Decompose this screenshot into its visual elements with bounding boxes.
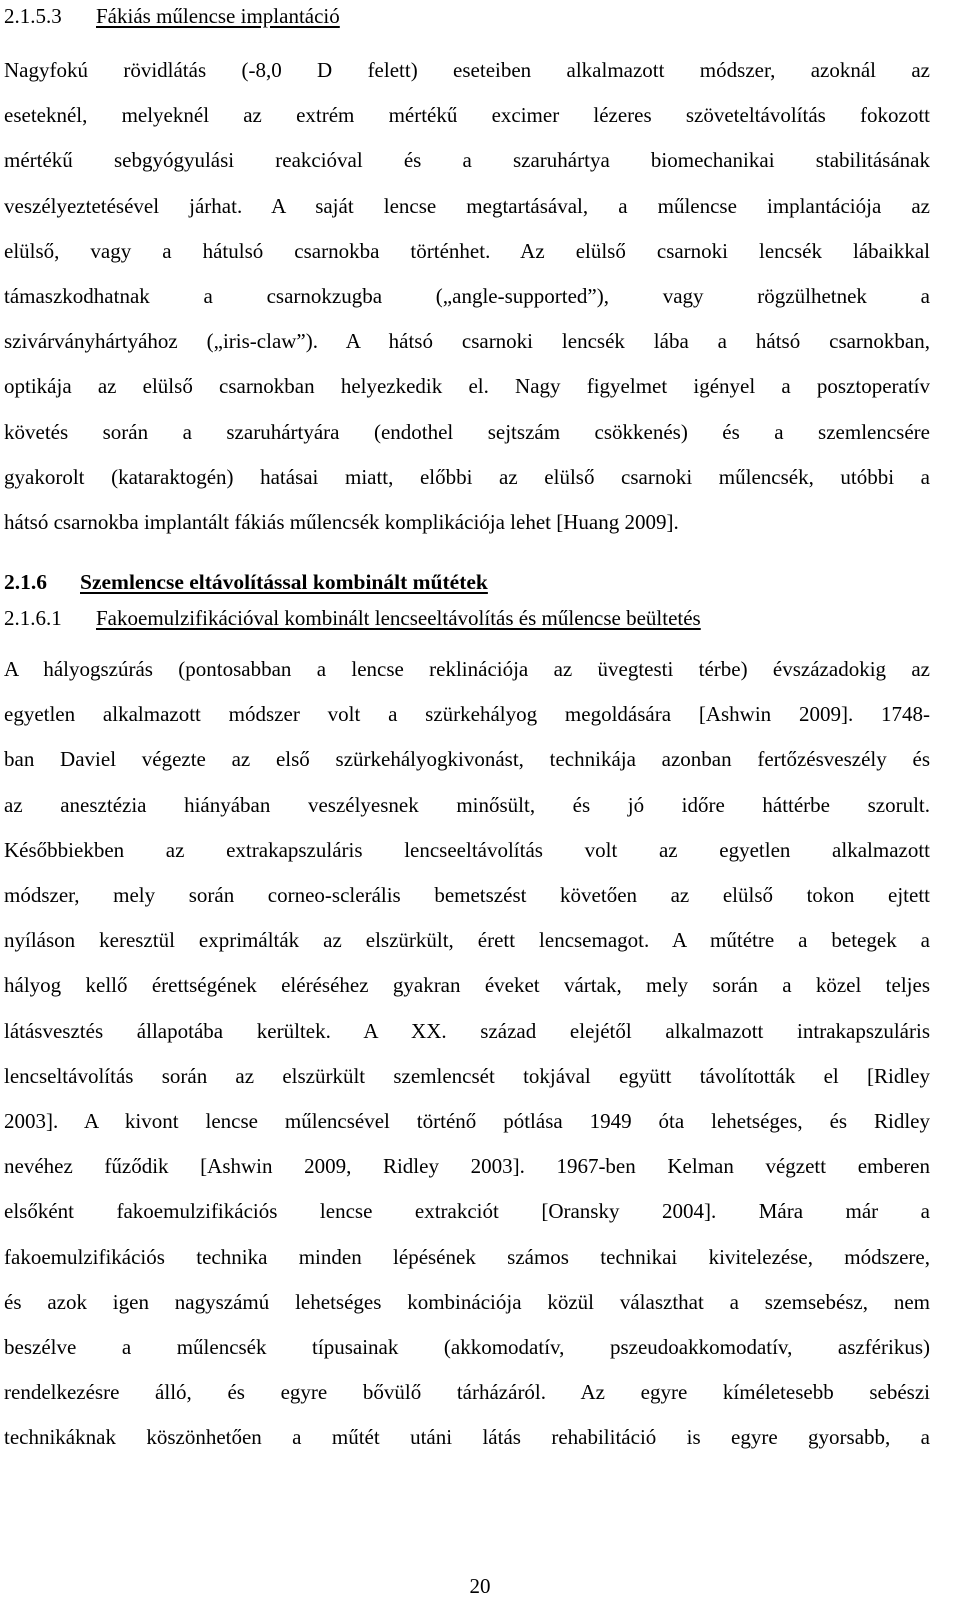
text-line: A hályogszúrás (pontosabban a lencse reklinációja az üvegtesti térbe) évszázadokig az xyxy=(4,657,930,681)
text-line: és azok igen nagyszámú lehetséges kombinációja közül választhat a szemsebész, nem xyxy=(4,1289,930,1314)
page-number: 20 xyxy=(469,1574,491,1598)
text-line: Későbbiekben az extrakapszuláris lencseeltávolítás volt az egyetlen alkalmazott xyxy=(4,837,930,862)
text-line: elsőként fakoemulzifikációs lencse extrakciót [Oransky 2004]. Mára már a xyxy=(4,1199,930,1224)
text-line: veszélyeztetésével járhat. A saját lencse megtartásával, a műlencse implantációja az xyxy=(4,193,930,218)
text-line: fakoemulzifikációs technika minden lépésének számos technikai kivitelezése, módszere, xyxy=(4,1244,930,1269)
body-paragraph-1 xyxy=(4,48,930,545)
text-line: az anesztézia hiányában veszélyesnek minősült, és jó időre háttérbe szorult. xyxy=(4,792,930,817)
text-line: lencseltávolítás során az elszürkült szemlencsét tokjával együtt távolították el [Ridley xyxy=(4,1063,930,1088)
text-line: hályog kellő érettségének eléréséhez gyakran éveket vártak, mely során a közel teljes xyxy=(4,973,930,998)
text-line: hátsó csarnokba implantált fákiás műlencsék komplikációja lehet [Huang 2009]. xyxy=(4,510,679,535)
text-line: egyetlen alkalmazott módszer volt a szürkehályog megoldására [Ashwin 2009]. 1748- xyxy=(4,702,930,727)
text-line: mértékű sebgyógyulási reakcióval és a szaruhártya biomechanikai stabilitásának xyxy=(4,148,930,173)
section-heading-2-1-6-1 xyxy=(4,604,701,632)
section-title: Fákiás műlencse implantáció xyxy=(96,4,340,28)
text-line: 2003]. A kivont lencse műlencsével történő pótlása 1949 óta lehetséges, és Ridley xyxy=(4,1109,930,1134)
text-line: beszélve a műlencsék típusainak (akkomodatív, pszeudoakkomodatív, aszférikus) xyxy=(4,1335,930,1360)
section-number: 2.1.6 xyxy=(4,570,47,594)
text-line: rendelkezésre álló, és egyre bővülő tárházáról. Az egyre kíméletesebb sebészi xyxy=(4,1380,930,1405)
text-line: elülső, vagy a hátulsó csarnokba történhet. Az elülső csarnoki lencsék lábaikkal xyxy=(4,238,930,263)
section-title: Fakoemulzifikációval kombinált lencseeltávolítás és műlencse beültetés xyxy=(96,606,701,630)
section-heading-2-1-6 xyxy=(4,568,488,596)
body-paragraph-2 xyxy=(4,647,930,1461)
text-line: technikáknak köszönhetően a műtét utáni látás rehabilitáció is egyre gyorsabb, a xyxy=(4,1425,930,1450)
text-line: eseteknél, melyeknél az extrém mértékű excimer lézeres szöveteltávolítás fokozott xyxy=(4,103,930,128)
text-line: gyakorolt (kataraktogén) hatásai miatt, előbbi az elülső csarnoki műlencsék, utóbbi a xyxy=(4,464,930,489)
text-line: támaszkodhatnak a csarnokzugba („angle-supported”), vagy rögzülhetnek a xyxy=(4,284,930,309)
section-number: 2.1.5.3 xyxy=(4,4,62,28)
text-line: Nagyfokú rövidlátás (-8,0 D felett) eseteiben alkalmazott módszer, azoknál az xyxy=(4,58,930,82)
section-heading-2-1-5-3 xyxy=(4,2,340,30)
text-line: látásvesztés állapotába kerültek. A XX. század elejétől alkalmazott intrakapszuláris xyxy=(4,1018,930,1043)
text-line: szivárványhártyához („iris-claw”). A hátsó csarnoki lencsék lába a hátsó csarnokban, xyxy=(4,329,930,354)
text-line: nyíláson keresztül exprimálták az elszürkült, érett lencsemagot. A műtétre a betegek a xyxy=(4,928,930,953)
text-line: nevéhez fűződik [Ashwin 2009, Ridley 2003]. 1967-ben Kelman végzett emberen xyxy=(4,1154,930,1179)
text-line: optikája az elülső csarnokban helyezkedik el. Nagy figyelmet igényel a posztoperatív xyxy=(4,374,930,399)
section-number: 2.1.6.1 xyxy=(4,606,62,630)
text-line: követés során a szaruhártyára (endothel sejtszám csökkenés) és a szemlencsére xyxy=(4,419,930,444)
section-title: Szemlencse eltávolítással kombinált műtétek xyxy=(80,570,488,594)
text-line: módszer, mely során corneo-sclerális bemetszést követően az elülső tokon ejtett xyxy=(4,883,930,908)
text-line: ban Daviel végezte az első szürkehályogkivonást, technikája azonban fertőzésveszély és xyxy=(4,747,930,772)
